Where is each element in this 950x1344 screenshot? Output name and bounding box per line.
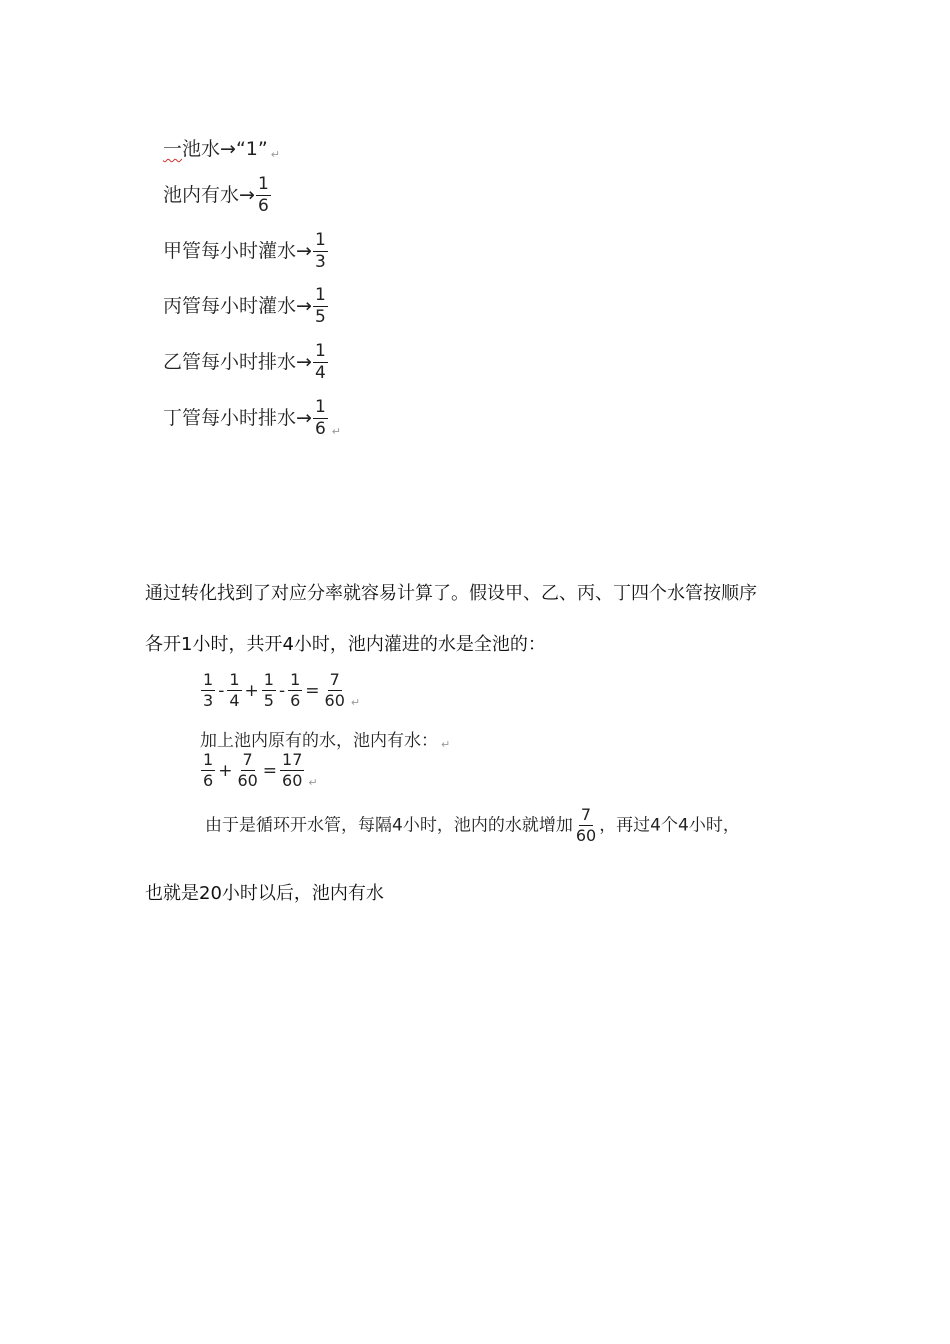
fraction: $\frac{1}{6}$ (257, 174, 269, 216)
fraction: $\frac{1}{6}$ (290, 670, 301, 710)
item-label: 池内有水 (163, 184, 240, 206)
arrow: → (296, 407, 312, 429)
return-mark: ↵ (270, 148, 280, 161)
paragraph-line-2: 各开1小时，共开4小时，池内灌进的水是全池的： (145, 634, 546, 655)
list-item (163, 287, 329, 326)
return-mark: ↵ (308, 776, 318, 789)
fraction: $\frac{7}{60}$ (575, 805, 597, 845)
pool-value: “1” (235, 138, 268, 160)
fraction: $\frac{1}{6}$ (314, 397, 326, 439)
arrow: → (296, 351, 312, 373)
fraction: $\frac{7}{60}$ (237, 750, 258, 790)
arrow: → (220, 138, 236, 160)
arrow: → (296, 295, 312, 317)
operator: + (218, 760, 233, 781)
fraction: $\frac{1}{3}$ (314, 230, 326, 272)
fraction: $\frac{1}{5}$ (263, 670, 274, 710)
fraction: $\frac{1}{5}$ (314, 285, 326, 327)
fraction: $\frac{1}{4}$ (229, 670, 240, 710)
fraction: $\frac{1}{3}$ (203, 670, 214, 710)
item-label: 丙管每小时灌水 (163, 295, 297, 317)
fraction-result: $\frac{7}{60}$ (324, 670, 345, 710)
item-label: 乙管每小时排水 (163, 351, 297, 373)
list-item (163, 232, 329, 271)
equation-1 (200, 672, 360, 709)
equation-2 (200, 752, 318, 789)
arrow: → (239, 184, 255, 206)
pool-label: 池水 (182, 138, 221, 160)
final-line: 也就是20小时以后，池内有水 (145, 883, 384, 904)
return-mark: ↵ (441, 738, 451, 751)
fraction-result: $\frac{17}{60}$ (282, 750, 303, 790)
equals: = (305, 680, 320, 701)
pool-line (163, 134, 280, 161)
caption-1: 加上池内原有的水，池内有水： ↵ (200, 731, 451, 751)
fraction: $\frac{1}{4}$ (314, 341, 326, 383)
operator: - (218, 680, 225, 701)
item-label: 甲管每小时灌水 (163, 240, 297, 262)
sentence: 由于是循环开水管，每隔4小时，池内的水就增加 $\frac{7}{60}$ ，再过4个4小时， (205, 805, 740, 845)
fraction: $\frac{1}{6}$ (203, 750, 214, 790)
operator: - (278, 680, 286, 701)
operator: + (244, 680, 259, 701)
pool-prefix: 一 (163, 138, 183, 160)
item-label: 丁管每小时排水 (163, 407, 297, 429)
list-item (163, 343, 329, 382)
paragraph-line-1: 通过转化找到了对应分率就容易计算了。假设甲、乙、丙、丁四个水管按顺序 (145, 583, 757, 604)
arrow: → (296, 240, 312, 262)
list-item (163, 176, 272, 215)
list-item (163, 399, 341, 438)
return-mark: ↵ (331, 425, 341, 438)
return-mark: ↵ (350, 696, 361, 709)
equals: = (262, 760, 278, 781)
